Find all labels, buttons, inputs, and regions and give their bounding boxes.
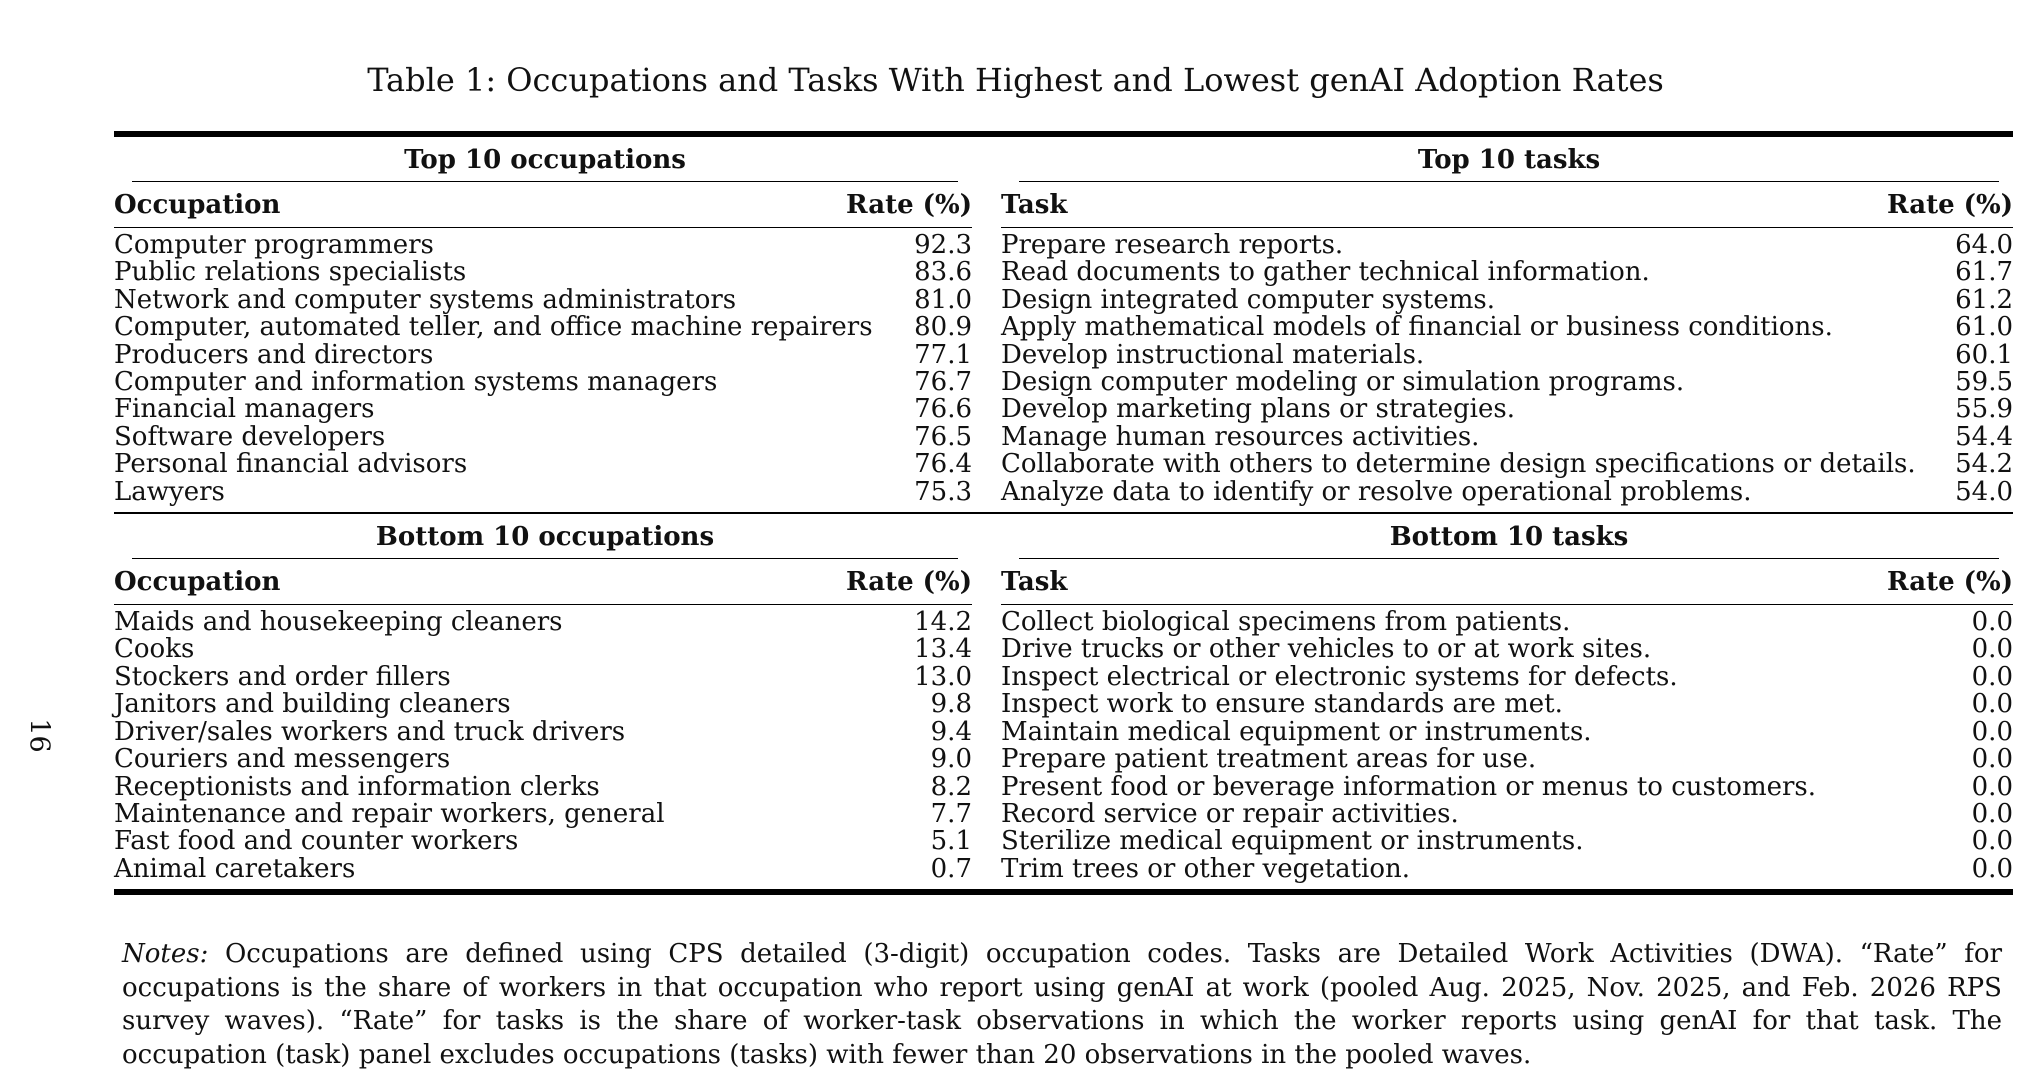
table-row <box>114 691 972 718</box>
row-rate: 81.0 <box>914 284 972 315</box>
column-rate: Rate (%) <box>846 190 972 220</box>
row-rate: 0.0 <box>1971 853 2013 884</box>
row-label: Prepare research reports. <box>1001 230 1344 260</box>
top-panels <box>114 137 2013 512</box>
table-row <box>114 284 972 315</box>
page-number: 16 <box>23 718 55 753</box>
table-row <box>114 798 972 829</box>
table-row <box>114 771 972 802</box>
row-label: Inspect electrical or electronic systems for defects. <box>1001 661 1678 692</box>
row-label: Computer programmers <box>114 230 434 260</box>
row-rate: 9.4 <box>930 716 972 747</box>
panel-top-tasks <box>1001 137 2013 512</box>
row-label: Animal caretakers <box>114 853 356 884</box>
row-label: Maintenance and repair workers, general <box>114 798 665 829</box>
row-label: Inspect work to ensure standards are met. <box>1001 689 1563 720</box>
row-rate: 0.0 <box>1971 826 2013 857</box>
row-rate: 0.0 <box>1971 634 2013 665</box>
row-label: Lawyers <box>114 476 225 507</box>
table-row <box>114 451 972 478</box>
row-label: Stockers and order fillers <box>114 661 451 692</box>
table-rows <box>1001 605 2013 889</box>
row-label: Trim trees or other vegetation. <box>1001 853 1411 884</box>
table-row <box>114 609 972 636</box>
row-label: Computer, automated teller, and office machine repairers <box>114 312 873 343</box>
row-rate: 0.0 <box>1971 689 2013 720</box>
row-label: Read documents to gather technical information. <box>1001 257 1650 288</box>
table-row <box>1001 853 2013 884</box>
row-rate: 61.0 <box>1955 312 2013 343</box>
column-header <box>1001 182 2013 228</box>
row-rate: 0.0 <box>1971 661 2013 692</box>
table-row <box>114 746 972 773</box>
row-rate: 7.7 <box>930 798 972 829</box>
panel-title: Bottom 10 tasks <box>1019 520 1999 559</box>
row-label: Present food or beverage information or menus to customers. <box>1001 771 1817 802</box>
row-rate: 0.0 <box>1971 798 2013 829</box>
table-row <box>1001 746 2013 773</box>
row-rate: 0.0 <box>1971 771 2013 802</box>
row-label: Personal financial advisors <box>114 449 468 480</box>
row-rate: 14.2 <box>914 607 972 638</box>
table-row <box>1001 691 2013 718</box>
table-row <box>1001 716 2013 747</box>
row-rate: 13.4 <box>914 634 972 665</box>
row-rate: 83.6 <box>914 257 972 288</box>
column-label: Occupation <box>114 190 281 220</box>
row-label: Design integrated computer systems. <box>1001 284 1496 315</box>
column-header <box>114 182 972 228</box>
row-rate: 92.3 <box>914 230 972 260</box>
row-label: Maintain medical equipment or instruments. <box>1001 716 1592 747</box>
row-label: Public relations specialists <box>114 257 467 288</box>
row-label: Prepare patient treatment areas for use. <box>1001 744 1537 775</box>
column-label: Task <box>1001 190 1068 220</box>
table-row <box>1001 771 2013 802</box>
row-label: Manage human resources activities. <box>1001 421 1480 452</box>
row-rate: 54.2 <box>1955 449 2013 480</box>
row-rate: 61.7 <box>1955 257 2013 288</box>
table-row <box>1001 314 2013 341</box>
table-row <box>1001 284 2013 315</box>
row-rate: 59.5 <box>1955 367 2013 398</box>
row-label: Collect biological specimens from patients. <box>1001 607 1571 638</box>
row-label: Collaborate with others to determine design specifications or details. <box>1001 449 1916 480</box>
table-row <box>114 396 972 423</box>
table-row <box>114 636 972 663</box>
table-row <box>1001 828 2013 855</box>
table-row <box>1001 451 2013 478</box>
results-table <box>114 131 2013 895</box>
row-rate: 5.1 <box>930 826 972 857</box>
table-rows <box>114 228 972 512</box>
panel-title: Top 10 tasks <box>1019 143 1999 182</box>
row-label: Design computer modeling or simulation programs. <box>1001 367 1685 398</box>
row-rate: 9.8 <box>930 689 972 720</box>
row-rate: 8.2 <box>930 771 972 802</box>
table-row <box>114 716 972 747</box>
panel-top-occupations <box>114 137 972 512</box>
table-row <box>114 314 972 341</box>
column-label: Task <box>1001 567 1068 598</box>
table-row <box>1001 396 2013 423</box>
notes-text: Occupations are defined using CPS detailed (3-digit) occupation codes. Tasks are Detailed Work Activities (DWA). “Rate” for occupations is the share of workers in that occupation who report using genAI at work (pooled Aug. 2025, Nov. 2025, and Feb. 2026 RPS survey waves). “Rate” for tasks is the share of worker-task observations in which the worker reports using genAI for that task. The occupation (task) panel excludes occupations (tasks) with fewer than 20 observations in the pooled waves. <box>122 939 2003 1070</box>
row-label: Apply mathematical models of financial or business conditions. <box>1001 312 1833 343</box>
table-rows <box>1001 228 2013 512</box>
row-label: Drive trucks or other vehicles to or at work sites. <box>1001 634 1652 665</box>
row-label: Network and computer systems administrators <box>114 284 737 315</box>
table-caption: Table 1: Occupations and Tasks With Highest and Lowest genAI Adoption Rates <box>367 61 1664 99</box>
panel-title: Bottom 10 occupations <box>132 520 958 559</box>
row-rate: 60.1 <box>1955 339 2013 370</box>
column-rate: Rate (%) <box>846 567 972 598</box>
row-label: Record service or repair activities. <box>1001 798 1459 829</box>
row-label: Producers and directors <box>114 339 434 370</box>
row-rate: 13.0 <box>914 661 972 692</box>
column-header <box>114 559 972 605</box>
row-rate: 64.0 <box>1955 230 2013 260</box>
panel-title: Top 10 occupations <box>132 143 958 182</box>
row-rate: 54.4 <box>1955 421 2013 452</box>
table-row <box>1001 798 2013 829</box>
row-rate: 55.9 <box>1955 394 2013 425</box>
row-label: Couriers and messengers <box>114 744 451 775</box>
row-rate: 75.3 <box>914 476 972 507</box>
row-label: Analyze data to identify or resolve operational problems. <box>1001 476 1752 507</box>
row-label: Computer and information systems managers <box>114 367 718 398</box>
table-row <box>114 339 972 370</box>
row-rate: 76.6 <box>914 394 972 425</box>
row-rate: 77.1 <box>914 339 972 370</box>
table-row <box>114 232 972 259</box>
panel-bottom-occupations <box>114 514 972 889</box>
column-header <box>1001 559 2013 605</box>
row-label: Driver/sales workers and truck drivers <box>114 716 626 747</box>
panel-bottom-tasks <box>1001 514 2013 889</box>
row-label: Software developers <box>114 421 386 452</box>
table-row <box>114 853 972 884</box>
column-label: Occupation <box>114 567 281 598</box>
table-row <box>114 828 972 855</box>
table-notes <box>122 938 2002 1072</box>
table-row <box>1001 259 2013 286</box>
bottom-rule <box>114 889 2013 895</box>
table-row <box>1001 232 2013 259</box>
row-label: Receptionists and information clerks <box>114 771 600 802</box>
row-rate: 76.7 <box>914 367 972 398</box>
row-label: Sterilize medical equipment or instruments. <box>1001 826 1584 857</box>
row-rate: 80.9 <box>914 312 972 343</box>
table-row <box>1001 636 2013 663</box>
table-row <box>1001 339 2013 370</box>
row-rate: 54.0 <box>1955 476 2013 507</box>
row-label: Maids and housekeeping cleaners <box>114 607 563 638</box>
bottom-panels <box>114 514 2013 889</box>
column-rate: Rate (%) <box>1887 567 2013 598</box>
table-row <box>1001 476 2013 507</box>
row-rate: 0.0 <box>1971 716 2013 747</box>
row-label: Develop marketing plans or strategies. <box>1001 394 1515 425</box>
row-label: Financial managers <box>114 394 375 425</box>
row-rate: 76.4 <box>914 449 972 480</box>
column-rate: Rate (%) <box>1887 190 2013 220</box>
table-row <box>114 369 972 396</box>
table-row <box>1001 609 2013 636</box>
notes-label: Notes: <box>122 939 209 969</box>
row-label: Fast food and counter workers <box>114 826 519 857</box>
table-row <box>114 661 972 692</box>
table-row <box>114 421 972 452</box>
row-rate: 61.2 <box>1955 284 2013 315</box>
row-rate: 0.0 <box>1971 607 2013 638</box>
table-rows <box>114 605 972 889</box>
row-rate: 76.5 <box>914 421 972 452</box>
table-row <box>1001 421 2013 452</box>
table-row <box>1001 369 2013 396</box>
row-label: Janitors and building cleaners <box>114 689 511 720</box>
row-rate: 0.0 <box>1971 744 2013 775</box>
table-row <box>114 476 972 507</box>
table-row <box>114 259 972 286</box>
row-rate: 9.0 <box>930 744 972 775</box>
row-label: Develop instructional materials. <box>1001 339 1425 370</box>
table-row <box>1001 661 2013 692</box>
row-label: Cooks <box>114 634 195 665</box>
row-rate: 0.7 <box>930 853 972 884</box>
